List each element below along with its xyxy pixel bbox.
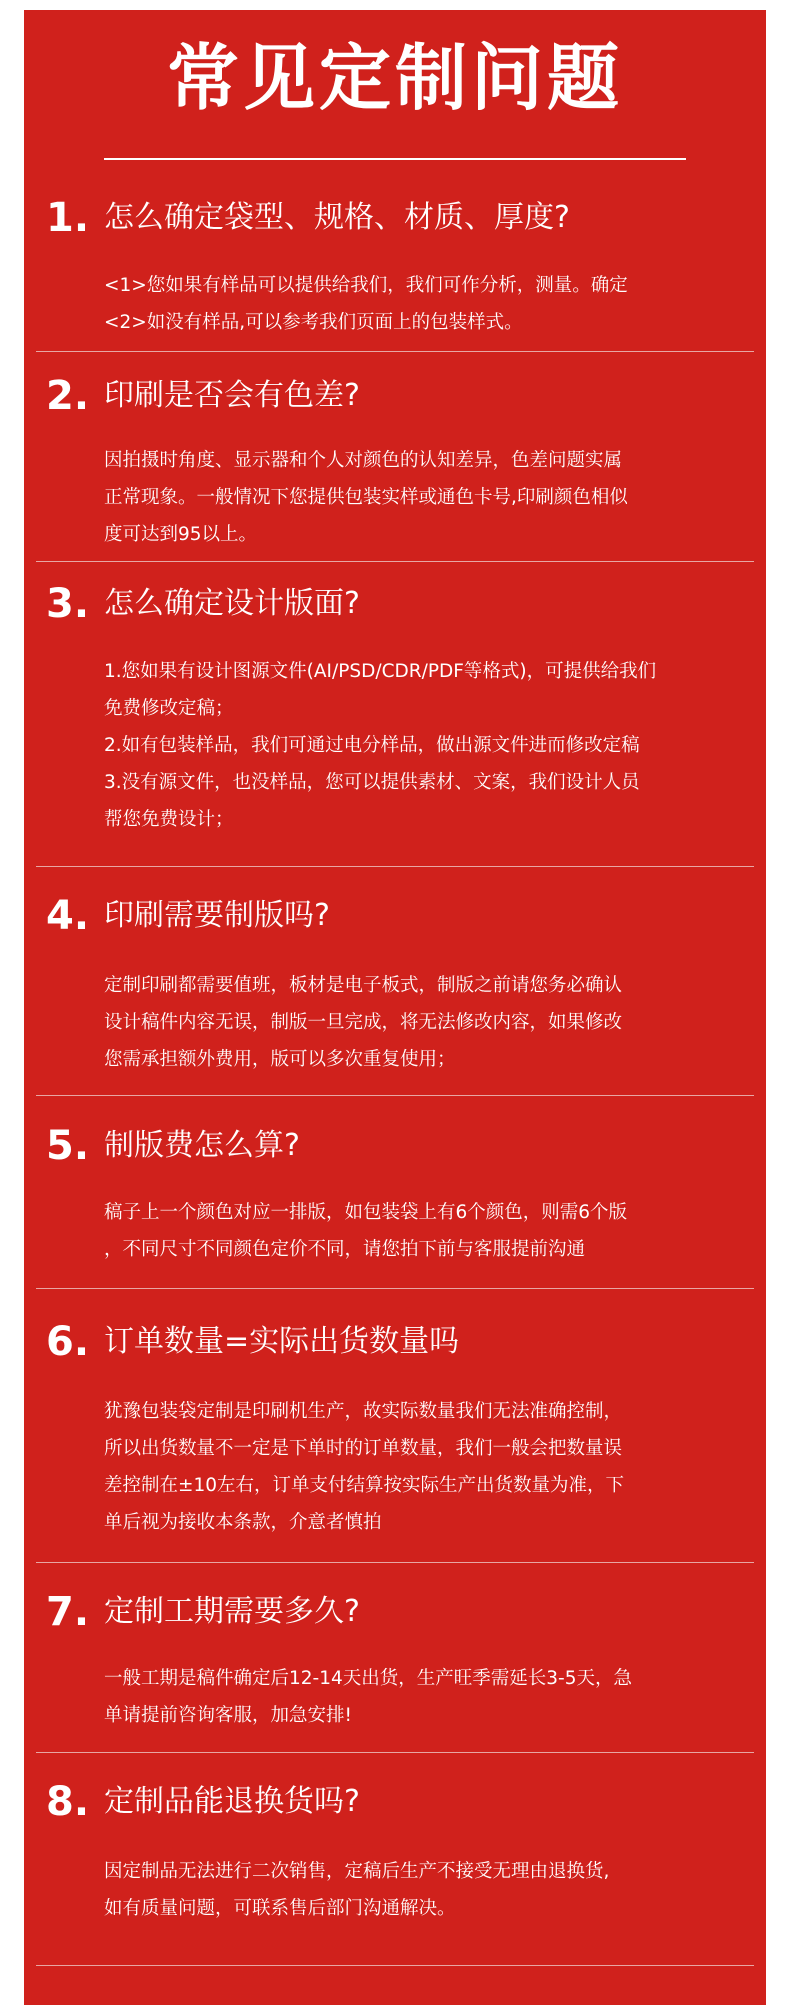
answer-line: 2.如有包装样品，我们可通过电分样品，做出源文件进而修改定稿 bbox=[104, 735, 640, 756]
question-title: 怎么确定袋型、规格、材质、厚度? bbox=[104, 200, 570, 235]
question-number: 3. bbox=[46, 581, 90, 627]
answer-text bbox=[104, 1194, 744, 1268]
section-divider bbox=[36, 351, 754, 352]
answer-line: <1>您如果有样品可以提供给我们，我们可作分析，测量。确定 bbox=[104, 275, 628, 296]
question-number: 8. bbox=[46, 1779, 90, 1825]
answer-line: 您需承担额外费用，版可以多次重复使用； bbox=[104, 1049, 456, 1070]
section-divider bbox=[36, 1965, 754, 1966]
section-divider bbox=[36, 866, 754, 867]
question-number: 6. bbox=[46, 1319, 90, 1365]
answer-line: 所以出货数量不一定是下单时的订单数量，我们一般会把数量误 bbox=[104, 1438, 623, 1459]
answer-line: 免费修改定稿； bbox=[104, 698, 234, 719]
answer-line: 正常现象。一般情况下您提供包装实样或通色卡号,印刷颜色相似 bbox=[104, 487, 628, 508]
answer-line: 如有质量问题，可联系售后部门沟通解决。 bbox=[104, 1898, 456, 1919]
answer-text bbox=[104, 442, 744, 553]
question-title: 定制工期需要多久? bbox=[104, 1594, 360, 1629]
section-divider bbox=[36, 1095, 754, 1096]
section-divider bbox=[36, 1562, 754, 1563]
answer-text bbox=[104, 1660, 744, 1734]
answer-line: 度可达到95以上。 bbox=[104, 524, 258, 545]
question-number: 2. bbox=[46, 373, 90, 419]
question-title: 印刷需要制版吗? bbox=[104, 898, 330, 933]
section-divider bbox=[36, 1288, 754, 1289]
answer-line: ，不同尺寸不同颜色定价不同，请您拍下前与客服提前沟通 bbox=[104, 1239, 586, 1260]
answer-line: <2>如没有样品,可以参考我们页面上的包装样式。 bbox=[104, 312, 523, 333]
question-title: 订单数量=实际出货数量吗 bbox=[104, 1324, 460, 1359]
title-underline bbox=[104, 158, 686, 160]
question-number: 5. bbox=[46, 1123, 90, 1169]
answer-text bbox=[104, 267, 744, 341]
question-number: 7. bbox=[46, 1589, 90, 1635]
question-title: 印刷是否会有色差? bbox=[104, 378, 360, 413]
answer-text bbox=[104, 653, 744, 838]
answer-line: 一般工期是稿件确定后12-14天出货，生产旺季需延长3-5天，急 bbox=[104, 1668, 632, 1689]
answer-line: 定制印刷都需要值班，板材是电子板式，制版之前请您务必确认 bbox=[104, 975, 623, 996]
answer-line: 设计稿件内容无误，制版一旦完成，将无法修改内容，如果修改 bbox=[104, 1012, 623, 1033]
answer-line: 单后视为接收本条款，介意者慎拍 bbox=[104, 1512, 382, 1533]
question-number: 4. bbox=[46, 893, 90, 939]
answer-text bbox=[104, 1393, 744, 1541]
question-title: 怎么确定设计版面? bbox=[104, 586, 360, 621]
answer-line: 3.没有源文件，也没样品，您可以提供素材、文案，我们设计人员 bbox=[104, 772, 640, 793]
section-divider bbox=[36, 1752, 754, 1753]
answer-line: 因拍摄时角度、显示器和个人对颜色的认知差异，色差问题实属 bbox=[104, 450, 623, 471]
question-title: 制版费怎么算? bbox=[104, 1128, 300, 1163]
answer-line: 差控制在±10左右，订单支付结算按实际生产出货数量为准，下 bbox=[104, 1475, 625, 1496]
section-divider bbox=[36, 561, 754, 562]
answer-line: 1.您如果有设计图源文件(AI/PSD/CDR/PDF等格式)，可提供给我们 bbox=[104, 661, 657, 682]
answer-line: 帮您免费设计； bbox=[104, 809, 234, 830]
answer-line: 单请提前咨询客服，加急安排! bbox=[104, 1705, 352, 1726]
answer-text bbox=[104, 967, 744, 1078]
answer-line: 稿子上一个颜色对应一排版，如包装袋上有6个颜色，则需6个版 bbox=[104, 1202, 628, 1223]
page-title: 常见定制问题 bbox=[166, 36, 623, 120]
faq-panel bbox=[24, 10, 766, 2005]
answer-text bbox=[104, 1853, 744, 1927]
answer-line: 因定制品无法进行二次销售，定稿后生产不接受无理由退换货, bbox=[104, 1861, 610, 1882]
answer-line: 犹豫包装袋定制是印刷机生产，故实际数量我们无法准确控制， bbox=[104, 1401, 623, 1422]
question-title: 定制品能退换货吗? bbox=[104, 1784, 360, 1819]
question-number: 1. bbox=[46, 195, 90, 241]
